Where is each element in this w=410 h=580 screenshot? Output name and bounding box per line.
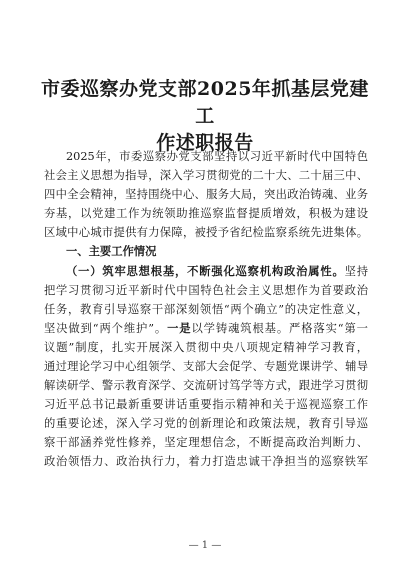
body-line-3-tail: 以学铸魂筑根基。严格落实“第一 [191,322,368,335]
body-line-3-bold: 一是 [167,321,192,335]
subsection-heading-line [66,262,368,281]
subsection-heading-tail: 坚持 [344,265,368,278]
page-number: — 1 — [188,540,222,551]
title-line-2: 作述职报告 [156,132,254,154]
body-line-4: 议题”制度，扎实开展深入贯彻中央八项规定精神学习教育， [44,341,368,354]
body-line-3 [44,319,368,338]
intro-line-2: 社会主义思想为指导，深入学习贯彻党的二十大、二十届三中、 [44,169,368,182]
title-line-1: 市委巡察办党支部2025年抓基层党建工 [41,78,369,127]
intro-line-4: 夯基，以党建工作为统领助推巡察监督提质增效，积极为建设 [44,207,368,220]
body-line-2: 任务，教育引导巡察干部深刻领悟“两个确立”的决定性意义， [44,303,368,316]
body-line-3-text: 坚决做到“两个维护”。 [44,322,168,335]
body-line-10: 政治领悟力、政治执行力，着力打造忠诚干净担当的巡察铁军 [44,455,368,468]
body-line-6: 解读研学、警示教育深学、交流研讨笃学等方式，跟进学习贯彻 [44,379,368,392]
body-line-9: 察干部涵养党性修养，坚定理想信念，不断提高政治判断力、 [44,436,368,449]
intro-line-1: 2025年，市委巡察办党支部坚持以习近平新时代中国特色 [66,150,368,163]
subsection-heading: （一）筑牢思想根基，不断强化巡察机构政治属性。 [66,264,345,278]
intro-line-3: 四中全会精神，坚持围绕中心、服务大局，突出政治铸魂、业务 [44,188,368,201]
section-heading: 一、主要工作情况 [66,245,157,258]
body-line-5: 通过理论学习中心组领学、支部大会促学、专题党课讲学、辅导 [44,360,368,373]
body-line-7: 习近平总书记最新重要讲话重要指示精神和关于巡视巡察工作 [44,398,368,411]
intro-line-5: 区域中心城市提供有力保障，被授予省纪检监察系统先进集体。 [44,226,368,239]
body-line-8: 的重要论述，深入学习党的创新理论和政策法规，教育引导巡 [44,417,368,430]
body-line-1: 把学习贯彻习近平新时代中国特色社会主义思想作为首要政治 [44,284,368,297]
document-title [40,76,370,157]
